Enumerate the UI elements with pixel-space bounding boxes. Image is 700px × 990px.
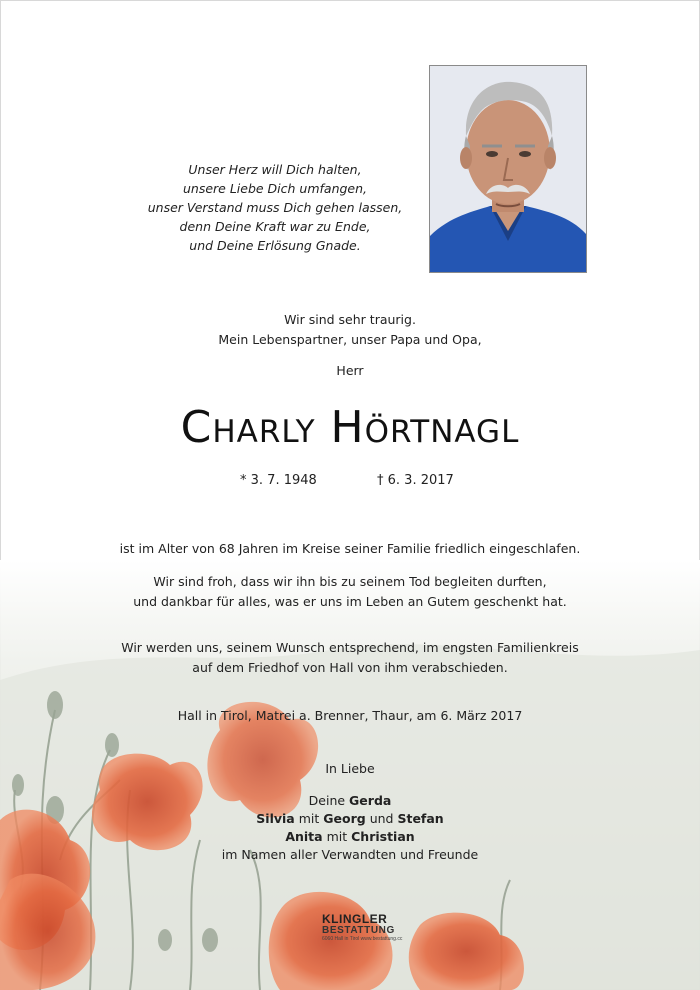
logo-line-1: KLINGLER: [322, 912, 388, 926]
body-paragraph-2: [0, 572, 700, 612]
body-paragraph-2-line-2: und dankbar für alles, was er uns im Leben an Gutem geschenkt hat.: [133, 594, 567, 609]
intro-line-2: Mein Lebenspartner, unser Papa und Opa,: [218, 332, 482, 347]
intro-line-1: Wir sind sehr traurig.: [284, 312, 416, 327]
birth-date: * 3. 7. 1948: [240, 473, 317, 488]
mourner-line-2: [0, 810, 700, 828]
mourner-text: mit: [326, 829, 348, 844]
poem-line: und Deine Erlösung Gnade.: [189, 238, 361, 253]
body-paragraph-3: [0, 638, 700, 678]
poem-line: unser Verstand muss Dich gehen lassen,: [147, 200, 403, 215]
body-paragraph-1: ist im Alter von 68 Jahren im Kreise seiner Familie friedlich eingeschlafen.: [119, 541, 581, 556]
mourner-line-3: [0, 828, 700, 846]
body-paragraph-2-line-1: Wir sind froh, dass wir ihn bis zu seinem Tod begleiten durften,: [153, 574, 547, 589]
intro-block: [0, 310, 700, 350]
logo-line-3: 6060 Hall in Tirol www.bestattung.cc: [322, 936, 403, 942]
poem-line: denn Deine Kraft war zu Ende,: [179, 219, 371, 234]
mourner-text: und: [369, 811, 394, 826]
mourner-text: mit: [298, 811, 320, 826]
mourner-name: Georg: [323, 811, 366, 826]
mourner-name: Silvia: [256, 811, 295, 826]
mourners-list: [0, 792, 700, 864]
mourner-name: Gerda: [349, 793, 392, 808]
mourner-line-4: im Namen aller Verwandten und Freunde: [221, 847, 479, 862]
logo-line-2: BESTATTUNG: [322, 925, 395, 936]
poem-line: unsere Liebe Dich umfangen,: [182, 181, 368, 196]
mourner-name: Stefan: [397, 811, 444, 826]
death-date: † 6. 3. 2017: [377, 473, 454, 488]
funeral-home-logo: [322, 913, 442, 943]
mourner-name: Anita: [285, 829, 323, 844]
mourner-text: Deine: [308, 793, 346, 808]
mourner-name: Christian: [351, 829, 415, 844]
portrait-illustration: [430, 66, 586, 272]
deceased-name: Charly Hörtnagl: [180, 402, 520, 453]
body-paragraph-3-line-2: auf dem Friedhof von Hall von ihm verabschieden.: [192, 660, 508, 675]
place-and-date: Hall in Tirol, Matrei a. Brenner, Thaur, am 6. März 2017: [177, 708, 523, 723]
mourner-line-1: [0, 792, 700, 810]
body-paragraph-3-line-1: Wir werden uns, seinem Wunsch entsprechend, im engsten Familienkreis: [121, 640, 579, 655]
poem-line: Unser Herz will Dich halten,: [188, 162, 362, 177]
honorific: Herr: [336, 363, 364, 378]
portrait-photo: [429, 65, 587, 273]
poem: [130, 160, 420, 255]
closing-in-liebe: In Liebe: [325, 761, 375, 776]
